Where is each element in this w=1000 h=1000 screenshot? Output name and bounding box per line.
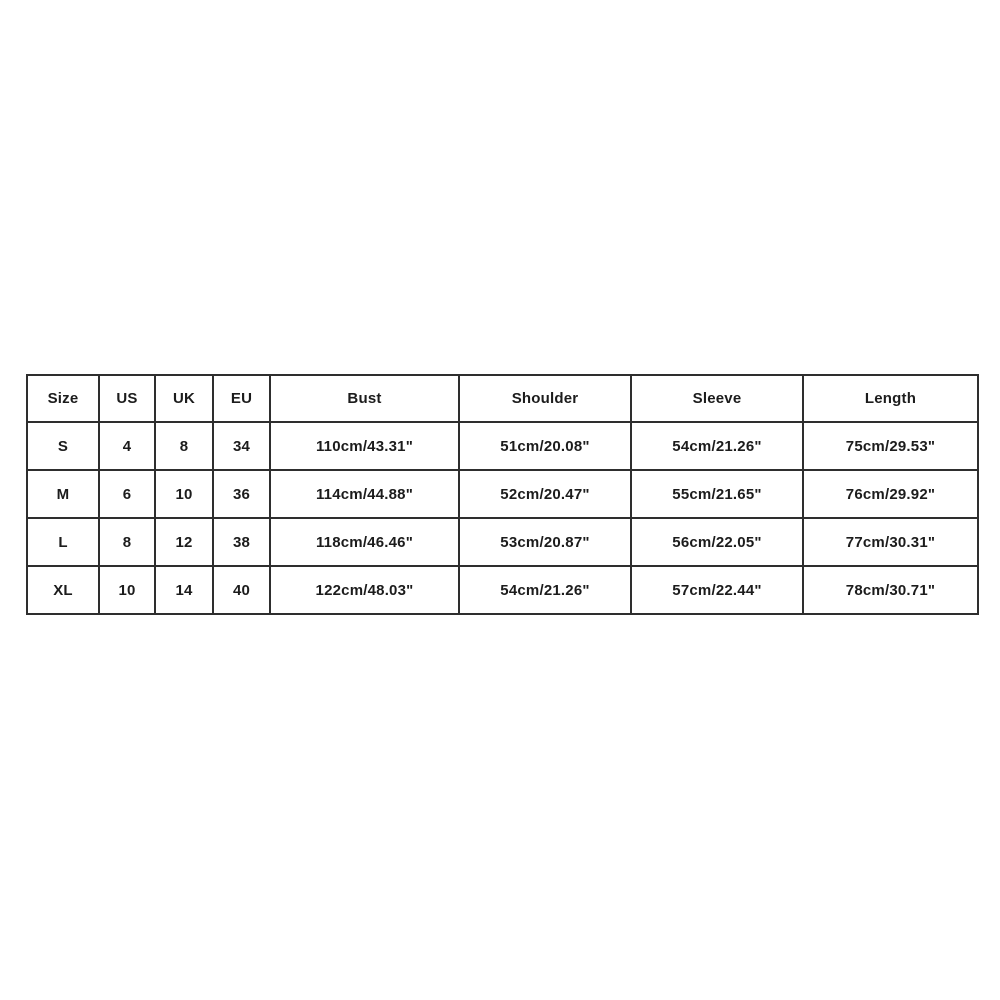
cell-sleeve: 55cm/21.65"	[631, 470, 803, 518]
cell-us: 8	[99, 518, 155, 566]
column-header-size: Size	[27, 375, 99, 422]
cell-size: XL	[27, 566, 99, 614]
table-header-row	[27, 375, 978, 422]
column-header-bust: Bust	[270, 375, 459, 422]
table-row-s	[27, 422, 978, 470]
column-header-us: US	[99, 375, 155, 422]
cell-uk: 12	[155, 518, 213, 566]
cell-size: S	[27, 422, 99, 470]
cell-shoulder: 54cm/21.26"	[459, 566, 631, 614]
column-header-uk: UK	[155, 375, 213, 422]
cell-bust: 114cm/44.88"	[270, 470, 459, 518]
cell-length: 78cm/30.71"	[803, 566, 978, 614]
cell-us: 10	[99, 566, 155, 614]
cell-length: 76cm/29.92"	[803, 470, 978, 518]
cell-eu: 40	[213, 566, 270, 614]
cell-sleeve: 57cm/22.44"	[631, 566, 803, 614]
cell-uk: 10	[155, 470, 213, 518]
cell-bust: 110cm/43.31"	[270, 422, 459, 470]
cell-bust: 122cm/48.03"	[270, 566, 459, 614]
cell-size: L	[27, 518, 99, 566]
column-header-sleeve: Sleeve	[631, 375, 803, 422]
cell-eu: 36	[213, 470, 270, 518]
cell-us: 4	[99, 422, 155, 470]
column-header-length: Length	[803, 375, 978, 422]
cell-uk: 14	[155, 566, 213, 614]
table-row-m	[27, 470, 978, 518]
cell-sleeve: 54cm/21.26"	[631, 422, 803, 470]
cell-length: 75cm/29.53"	[803, 422, 978, 470]
table-row-xl	[27, 566, 978, 614]
cell-shoulder: 51cm/20.08"	[459, 422, 631, 470]
cell-us: 6	[99, 470, 155, 518]
table-row-l	[27, 518, 978, 566]
cell-shoulder: 53cm/20.87"	[459, 518, 631, 566]
column-header-shoulder: Shoulder	[459, 375, 631, 422]
cell-length: 77cm/30.31"	[803, 518, 978, 566]
cell-size: M	[27, 470, 99, 518]
size-chart-table	[26, 374, 979, 615]
column-header-eu: EU	[213, 375, 270, 422]
cell-shoulder: 52cm/20.47"	[459, 470, 631, 518]
cell-bust: 118cm/46.46"	[270, 518, 459, 566]
cell-eu: 34	[213, 422, 270, 470]
cell-eu: 38	[213, 518, 270, 566]
cell-uk: 8	[155, 422, 213, 470]
cell-sleeve: 56cm/22.05"	[631, 518, 803, 566]
